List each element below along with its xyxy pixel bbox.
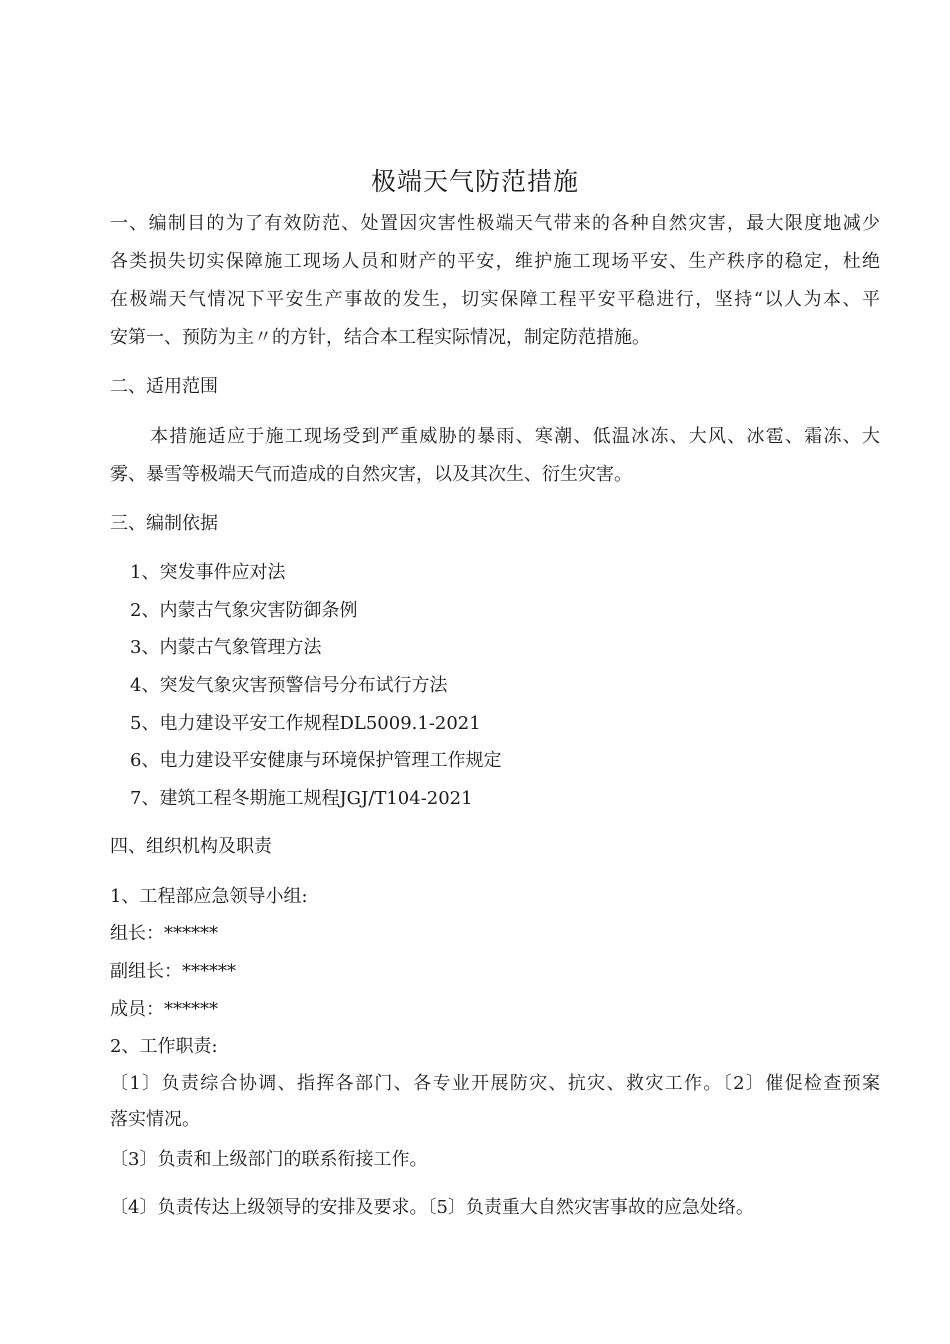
basis-item: 6、电力建设平安健康与环境保护管理工作规定 <box>130 750 502 771</box>
section4-subheading: 1、工程部应急领导小组: <box>110 886 308 907</box>
group-leader: 组长：****** <box>110 923 218 944</box>
section1-line: 安第一、预防为主〃的方针，结合本工程实际情况，制定防范措施。 <box>110 327 650 348</box>
section2-line: 本措施适应于施工现场受到严重威胁的暴雨、寒潮、低温冰冻、大风、冰雹、霜冻、大 <box>150 426 880 447</box>
duty-line: 〔1〕负责综合协调、指挥各部门、各专业开展防灾、抗灾、救灾工作。〔2〕催促检查预案 <box>110 1073 880 1094</box>
duty-line: 〔4〕负责传达上级领导的安排及要求。〔5〕负责重大自然灾害事故的应急处络。 <box>110 1197 754 1218</box>
section2-line: 雾、暴雪等极端天气而造成的自然灾害，以及其次生、衍生灾害。 <box>110 464 632 485</box>
basis-item: 1、突发事件应对法 <box>130 562 286 583</box>
section4-heading: 四、组织机构及职责 <box>110 836 272 857</box>
section2-heading: 二、适用范围 <box>110 376 218 397</box>
basis-item: 2、内蒙古气象灾害防御条例 <box>130 600 358 621</box>
section1-line: 一、编制目的为了有效防范、处置因灾害性极端天气带来的各种自然灾害，最大限度地减少 <box>110 213 880 234</box>
group-deputy-leader: 副组长：****** <box>110 961 236 982</box>
section1-line: 在极端天气情况下平安生产事故的发生，切实保障工程平安平稳进行，坚持“以人为本、平 <box>110 289 880 310</box>
group-members: 成员：****** <box>110 999 218 1020</box>
basis-item: 4、突发气象灾害预警信号分布试行方法 <box>130 675 448 696</box>
basis-item: 3、内蒙古气象管理方法 <box>130 637 322 658</box>
section3-heading: 三、编制依据 <box>110 513 218 534</box>
basis-item: 7、建筑工程冬期施工规程JGJ/T104-2021 <box>130 788 473 809</box>
duty-line: 落实情况。 <box>110 1109 200 1130</box>
section4-subheading: 2、工作职责: <box>110 1036 218 1057</box>
basis-item: 5、电力建设平安工作规程DL5009.1-2021 <box>130 713 481 734</box>
document-title: 极端天气防范措施 <box>370 167 579 196</box>
duty-line: 〔3〕负责和上级部门的联系衔接工作。 <box>110 1149 428 1170</box>
section1-line: 各类损失切实保障施工现场人员和财产的平安，维护施工现场平安、生产秩序的稳定，杜绝 <box>110 251 880 272</box>
